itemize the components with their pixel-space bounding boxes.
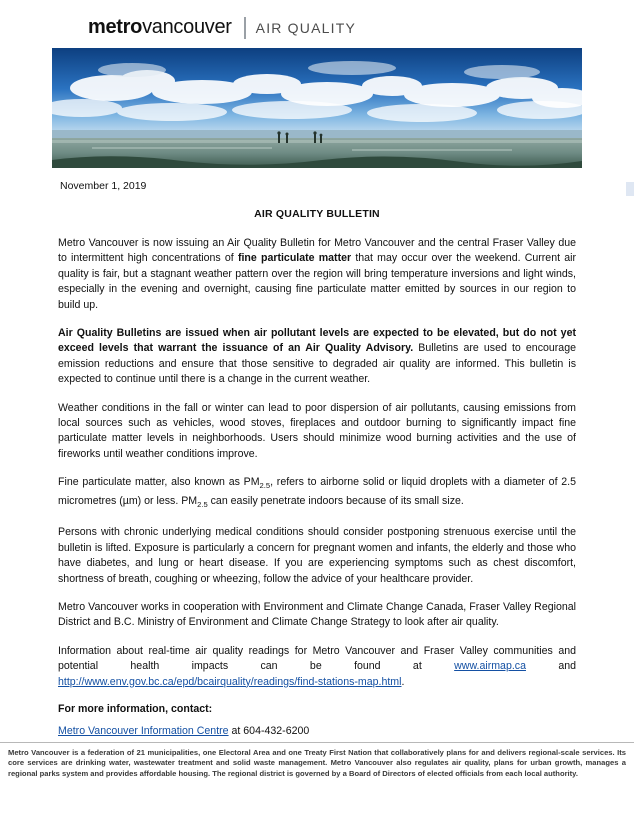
logo-vancouver-text: vancouver bbox=[142, 16, 232, 38]
body-text: can easily penetrate indoors because of its small size. bbox=[207, 494, 464, 507]
logo-tagline: AIR QUALITY bbox=[255, 19, 356, 36]
body-text: that may occur over the weekend. Current air quality is fair, but a stagnant weather pattern over the region will bring temperature inversions and light winds, especially in the evening and overnight, causing fine particulate matter emitted by sources in our region to build up. bbox=[58, 252, 576, 311]
body-text: . bbox=[401, 675, 405, 688]
banner-illustration bbox=[52, 48, 582, 168]
body-paragraph bbox=[58, 600, 576, 631]
subscript-text: 2.5 bbox=[259, 481, 271, 491]
logo-metro-text: metro bbox=[88, 16, 143, 38]
body-paragraph bbox=[58, 644, 576, 690]
subscript-text: 2.5 bbox=[197, 499, 208, 509]
contact-line bbox=[58, 725, 576, 737]
body-text: Persons with chronic underlying medical conditions should consider postponing strenuous exercise until the bulletin is lifted. Exposure is particularly a concern for pregnant women and infants, the elderly and those who have diabetes, and lung or heart disease. If you are experiencing symptoms such as chest discomfort, shortness of breath, coughing or wheezing, follow the advice of your healthcare provider. bbox=[58, 526, 576, 585]
body-text: Fine particulate matter, also known as PM bbox=[58, 476, 260, 489]
contact-heading: For more information, contact: bbox=[58, 702, 213, 715]
emphasis-text: fine particulate matter bbox=[237, 252, 352, 265]
brand-logo bbox=[88, 16, 356, 39]
body-text: , refers to airborne solid or liquid droplets with a diameter of 2.5 micrometres (µm) or less. PM bbox=[58, 476, 576, 507]
banner-image bbox=[52, 48, 582, 168]
footer-text: Metro Vancouver is a federation of 21 municipalities, one Electoral Area and one Treaty First Nation that collaboratively plans for and delivers regional-scale services. Its core services are drinking water, wastewater treatment and solid waste management. Metro Vancouver also regulates air quality, plans for urban growth, manages a regional parks system and provides affordable housing. The regional district is governed by a Board of Directors of elected officials from each local authority. bbox=[8, 748, 626, 778]
contact-phone: at 604-432-6200 bbox=[228, 724, 310, 737]
metro-vancouver-info-centre-link[interactable]: Metro Vancouver Information Centre bbox=[58, 724, 229, 737]
body-text: Metro Vancouver works in cooperation with Environment and Climate Change Canada, Fraser Valley Regional District and B.C. Ministry of Environment and Climate Change Strategy to look after air quality. bbox=[58, 600, 576, 629]
body-text: Information about real-time air quality readings for Metro Vancouver and Fraser Valley communities and potential health impacts can be found at bbox=[58, 644, 576, 673]
body-text: and bbox=[525, 660, 577, 673]
body-paragraph bbox=[58, 475, 576, 512]
inline-link[interactable]: www.airmap.ca bbox=[454, 660, 526, 673]
document-body bbox=[58, 236, 576, 737]
logo-divider bbox=[244, 17, 246, 39]
document-date: November 1, 2019 bbox=[60, 180, 147, 192]
body-paragraph bbox=[58, 525, 576, 587]
inline-link[interactable]: http://www.env.gov.bc.ca/epd/bcairquality/readings/find-stations-map.html bbox=[58, 675, 402, 688]
body-paragraph bbox=[58, 401, 576, 463]
body-paragraph bbox=[58, 236, 576, 313]
page-title: AIR QUALITY BULLETIN bbox=[254, 208, 380, 220]
page-footer bbox=[0, 742, 634, 779]
body-text: Weather conditions in the fall or winter can lead to poor dispersion of air pollutants, causing emissions from local sources such as vehicles, wood stoves, fireplaces and outdoor burning to significantly impact fine particulate matter levels in neighborhoods. Users should minimize wood burning activities and the use of fireworks until weather conditions improve. bbox=[58, 401, 576, 460]
body-paragraph bbox=[58, 326, 576, 388]
page-edge-marker bbox=[626, 182, 634, 196]
body-text: Metro Vancouver is now issuing an Air Quality Bulletin for Metro Vancouver and the central Fraser Valley due to intermittent high concentrations of bbox=[58, 237, 576, 265]
emphasis-text: Air Quality Bulletins are issued when air pollutant levels are expected to be elevated, but do not yet exceed levels that warrant the issuance of an Air Quality Advisory. bbox=[58, 327, 576, 355]
body-text: Bulletins are used to encourage emission reductions and ensure that those sensitive to degraded air quality are informed. This bulletin is expected to continue until there is a change in the current weather. bbox=[58, 342, 576, 386]
